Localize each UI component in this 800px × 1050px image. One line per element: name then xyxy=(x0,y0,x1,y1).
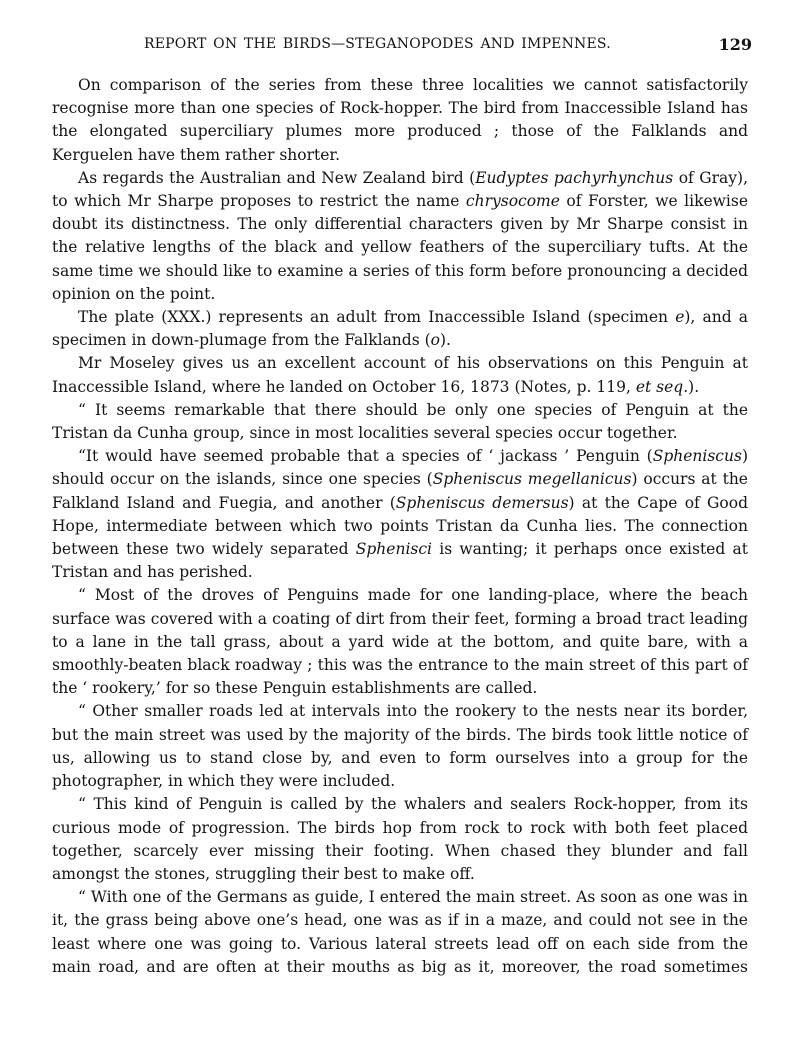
paragraph xyxy=(52,584,748,700)
page-number: 129 xyxy=(718,35,752,54)
italic-term: Eudyptes pachyrhynchus xyxy=(475,168,674,187)
paragraph xyxy=(52,352,748,398)
italic-term: chrysocome xyxy=(465,192,560,211)
text-run: “ With one of the Germans as guide, I entered the main street. As soon as one was in it, the grass being above one’s head, one was as if in a maze, and could not see in the least where one was going to. Various lateral streets lead off on each side from the main road, and are often at their mouths as big as it, moreover, the road sometimes xyxy=(52,888,748,976)
text-run: of Gray), to which Mr Sharpe proposes to restrict the name xyxy=(52,168,749,211)
text-run: “It would have seemed probable that a species of ‘ jackass ’ Penguin ( xyxy=(78,447,653,466)
italic-term: et seq. xyxy=(635,377,689,396)
italic-term: Spheniscus xyxy=(652,447,742,466)
paragraph xyxy=(52,74,748,167)
text-run: ) at the Cape of Good Hope, intermediate between which two points Tristan da Cunha lies. The connection between these two widely separated xyxy=(52,493,748,559)
text-run: As regards the Australian and New Zealand bird ( xyxy=(78,168,476,187)
text-run: of Forster, we likewise doubt its distinctness. The only differential characters given by Mr Sharpe consist in the relative lengths of the black and yellow feathers of the superciliary tufts. At the same time we should like to examine a series of this form before pronouncing a decided opinion on the point. xyxy=(52,192,749,303)
text-run: ) occurs at the Falkland Island and Fuegia, and another ( xyxy=(52,470,748,512)
running-header xyxy=(52,36,752,58)
text-run: “ Most of the droves of Penguins made for one landing-place, where the beach surface was covered with a coating of dirt from their feet, forming a broad tract leading to a lane in the tall grass, about a yard wide at the bottom, and quite bare, with a smoothly-beaten black roadway ; this was the entrance to the main street of this part of the ‘ rookery,’ for so these Penguin establishments are called. xyxy=(52,586,748,698)
text-run: ) should occur on the islands, since one species ( xyxy=(52,447,748,489)
italic-term: Sphenisci xyxy=(355,540,432,559)
italic-term: o xyxy=(430,331,440,350)
italic-term: Spheniscus megellanicus xyxy=(432,470,632,489)
paragraph xyxy=(52,399,748,445)
body-text xyxy=(52,74,748,979)
text-run: ). xyxy=(439,331,451,350)
running-title: REPORT ON THE BIRDS—STEGANOPODES AND IMPENNES. xyxy=(144,36,611,52)
paragraph xyxy=(52,167,748,306)
italic-term: Spheniscus demersus xyxy=(395,493,569,512)
text-run: Mr Moseley gives us an excellent account of his observations on this Penguin at Inaccessible Island, where he landed on October 16, 1873 (Notes, p. 119, xyxy=(52,354,748,396)
paragraph xyxy=(52,886,748,979)
text-run: “ It seems remarkable that there should be only one species of Penguin at the Tristan da Cunha group, since in most localities several species occur together. xyxy=(52,400,748,443)
text-run: is wanting; it perhaps once existed at Tristan and has perished. xyxy=(52,540,748,582)
text-run: On comparison of the series from these three localities we cannot satisfactorily recognise more than one species of Rock-hopper. The bird from Inaccessible Island has the elongated superciliary plumes more produced ; those of the Falklands and Kerguelen have them rather shorter. xyxy=(52,76,748,164)
text-run: The plate (XXX.) represents an adult from Inaccessible Island (specimen xyxy=(78,308,676,327)
paragraph xyxy=(52,793,748,886)
paragraph xyxy=(52,306,748,352)
text-run: “ This kind of Penguin is called by the whalers and sealers Rock-hopper, from its curious mode of progression. The birds hop from rock to rock with both feet placed together, scarcely ever missing their footing. When chased they blunder and fall amongst the stones, struggling their best to make off. xyxy=(52,795,748,883)
paragraph xyxy=(52,700,748,793)
text-run: ), and a specimen in down-plumage from the Falklands ( xyxy=(52,308,749,350)
text-run: “ Other smaller roads led at intervals into the rookery to the nests near its border, but the main street was used by the majority of the birds. The birds took little notice of us, allowing us to stand close by, and even to form ourselves into a group for the photographer, in which they were included. xyxy=(52,702,748,791)
paragraph xyxy=(52,445,748,584)
italic-term: e xyxy=(675,308,685,327)
text-run: ). xyxy=(688,377,700,396)
